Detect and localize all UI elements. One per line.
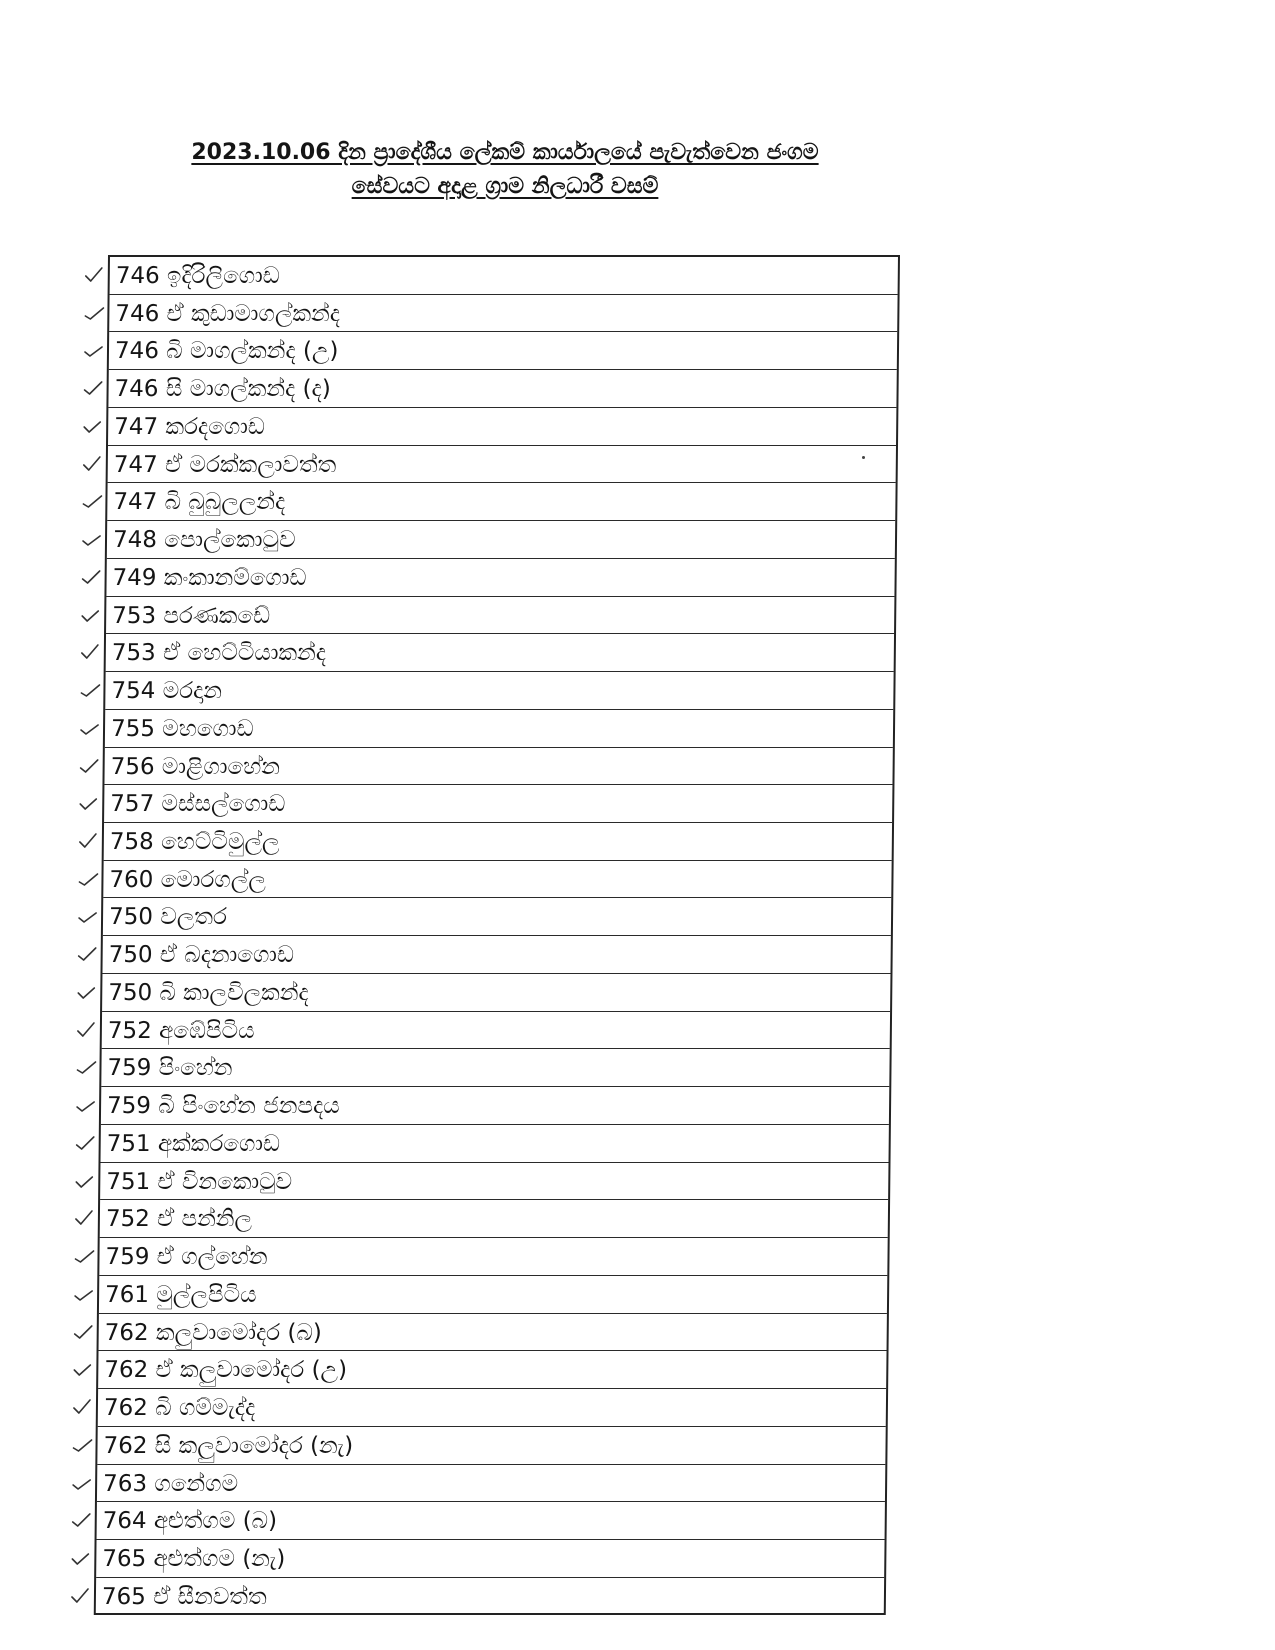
table-row — [102, 1012, 890, 1050]
gn-division-label: 752 ඒ පන්නිල — [105, 1206, 253, 1233]
table-row — [100, 1125, 888, 1163]
handwritten-check-icon — [83, 378, 105, 398]
table-row — [97, 1465, 885, 1503]
gn-division-label: 763 ගනේගම — [102, 1470, 239, 1497]
handwritten-check-icon — [80, 605, 102, 625]
table-row — [96, 1578, 884, 1616]
table-row — [97, 1427, 885, 1465]
handwritten-check-icon — [79, 756, 101, 776]
table-row — [101, 1049, 889, 1087]
gn-division-label: 746 බි මාගල්කන්ද (උ) — [114, 338, 339, 365]
gn-division-label: 751 අක්කරගොඩ — [106, 1130, 281, 1157]
gn-division-label: 750 බි කාලවිලකන්ද — [108, 979, 309, 1006]
gn-division-label: 747 කරදගොඩ — [114, 413, 266, 440]
handwritten-check-icon — [71, 1435, 93, 1455]
gn-division-label: 750 වලතර — [108, 904, 228, 931]
gn-division-label: 756 මාළිගාහේන — [110, 753, 281, 780]
table-row — [109, 295, 897, 333]
handwritten-check-icon — [77, 906, 99, 926]
handwritten-check-icon — [83, 303, 105, 323]
gn-division-label: 765 අළුත්ගම (නැ) — [102, 1545, 286, 1572]
gn-division-label: 755 මහගොඩ — [110, 715, 254, 742]
handwritten-check-icon — [81, 491, 103, 511]
gn-division-label: 758 හෙට්ටිමුල්ල — [109, 829, 280, 856]
table-row — [99, 1238, 887, 1276]
gn-division-label: 757 මස්සල්ගොඩ — [110, 791, 286, 818]
table-row — [110, 257, 898, 295]
handwritten-check-icon — [70, 1548, 92, 1568]
handwritten-check-icon — [74, 1208, 96, 1228]
gn-division-label: 748 පොල්කොටුව — [112, 527, 296, 554]
table-row — [98, 1389, 886, 1427]
document-title-line-1: 2023.10.06 දින ප්‍රාදේශීය ලේකම් කාර්යාලයේ පැවැත්වෙන ජංගම — [191, 140, 819, 165]
scan-speck — [862, 456, 865, 459]
handwritten-check-icon — [79, 718, 101, 738]
handwritten-check-icon — [70, 1586, 92, 1606]
gn-division-label: 746 ඒ කුඩාමාගල්කන්ද — [115, 300, 341, 327]
table-row — [109, 332, 897, 370]
table-row — [103, 898, 891, 936]
handwritten-check-icon — [74, 1171, 96, 1191]
table-row — [104, 748, 892, 786]
handwritten-check-icon — [75, 1057, 97, 1077]
gn-division-label: 759 බි පිංහේන ජනපදය — [106, 1093, 340, 1120]
handwritten-check-icon — [78, 831, 100, 851]
table-row — [106, 634, 894, 672]
table-row — [107, 483, 895, 521]
gn-division-label: 764 අළුත්ගම (බ) — [102, 1508, 278, 1535]
document-header — [0, 136, 1010, 204]
table-row — [99, 1314, 887, 1352]
handwritten-check-icon — [77, 944, 99, 964]
table-row — [102, 974, 890, 1012]
gn-division-label: 753 පරණකඩේ — [112, 602, 271, 629]
handwritten-check-icon — [81, 567, 103, 587]
handwritten-check-icon — [76, 1020, 98, 1040]
gn-division-label: 762 බි ගම්මැද්ද — [103, 1395, 256, 1422]
table-row — [98, 1351, 886, 1389]
table-row — [103, 861, 891, 899]
gn-division-label: 746 සි මාගල්කන්ද (ද) — [114, 376, 331, 403]
table-row — [100, 1200, 888, 1238]
table-row — [104, 823, 892, 861]
handwritten-check-icon — [75, 1133, 97, 1153]
gn-division-label: 759 ඒ ගල්හේන — [105, 1244, 268, 1271]
handwritten-check-icon — [71, 1510, 93, 1530]
gn-division-label: 751 ඒ විනකොටුව — [106, 1168, 293, 1195]
table-row — [106, 559, 894, 597]
handwritten-check-icon — [84, 265, 106, 285]
handwritten-check-icon — [82, 416, 104, 436]
handwritten-check-icon — [73, 1246, 95, 1266]
handwritten-check-icon — [75, 1095, 97, 1115]
table-row — [108, 370, 896, 408]
table-row — [100, 1163, 888, 1201]
table-row — [108, 446, 896, 484]
handwritten-check-icon — [76, 982, 98, 1002]
handwritten-check-icon — [81, 529, 103, 549]
gn-division-label: 762 සි කලුවාමෝදර (නැ) — [103, 1432, 354, 1459]
handwritten-check-icon — [71, 1473, 93, 1493]
table-row — [101, 1087, 889, 1125]
table-row — [106, 597, 894, 635]
table-row — [102, 936, 890, 974]
handwritten-check-icon — [79, 680, 101, 700]
handwritten-check-icon — [72, 1397, 94, 1417]
table-row — [99, 1276, 887, 1314]
gn-division-label: 762 ඒ කලුවාමෝදර (උ) — [104, 1357, 348, 1384]
gn-division-label: 765 ඒ සීනවත්ත — [101, 1583, 267, 1610]
handwritten-check-icon — [77, 869, 99, 889]
gn-division-label: 760 මොරගල්ල — [109, 866, 267, 893]
gn-division-label: 762 කලුවාමෝදර (බ) — [104, 1319, 322, 1346]
gn-division-label: 746 ඉදිරිලිගොඩ — [115, 263, 280, 289]
gn-division-label: 750 ඒ බදනාගොඩ — [108, 942, 295, 969]
table-row — [96, 1540, 884, 1578]
table-row — [107, 521, 895, 559]
gn-division-table — [94, 255, 900, 1615]
table-row — [97, 1502, 885, 1540]
gn-division-label: 747 බි බුබුලලන්ද — [113, 489, 286, 516]
table-row — [108, 408, 896, 446]
handwritten-check-icon — [73, 1322, 95, 1342]
gn-division-label: 753 ඒ හෙට්ටියාකන්ද — [111, 640, 327, 667]
gn-division-label: 747 ඒ මරක්කලාවත්ත — [113, 451, 337, 478]
gn-division-label: 752 අඹේපිටිය — [107, 1017, 255, 1044]
handwritten-check-icon — [73, 1284, 95, 1304]
handwritten-check-icon — [72, 1359, 94, 1379]
gn-division-label: 754 මරදාන — [111, 678, 223, 705]
document-title-line-2: සේවයට අදාළ ග්‍රාම නිලධාරී වසම් — [351, 174, 659, 199]
handwritten-check-icon — [78, 793, 100, 813]
gn-division-label: 761 මුල්ලපිටිය — [104, 1281, 257, 1308]
table-row — [105, 710, 893, 748]
handwritten-check-icon — [83, 340, 105, 360]
table-row — [104, 785, 892, 823]
handwritten-check-icon — [80, 642, 102, 662]
handwritten-check-icon — [82, 454, 104, 474]
gn-division-label: 749 කංකානම්ගොඩ — [112, 564, 307, 591]
table-row — [105, 672, 893, 710]
gn-division-label: 759 පිංහේන — [107, 1055, 233, 1082]
